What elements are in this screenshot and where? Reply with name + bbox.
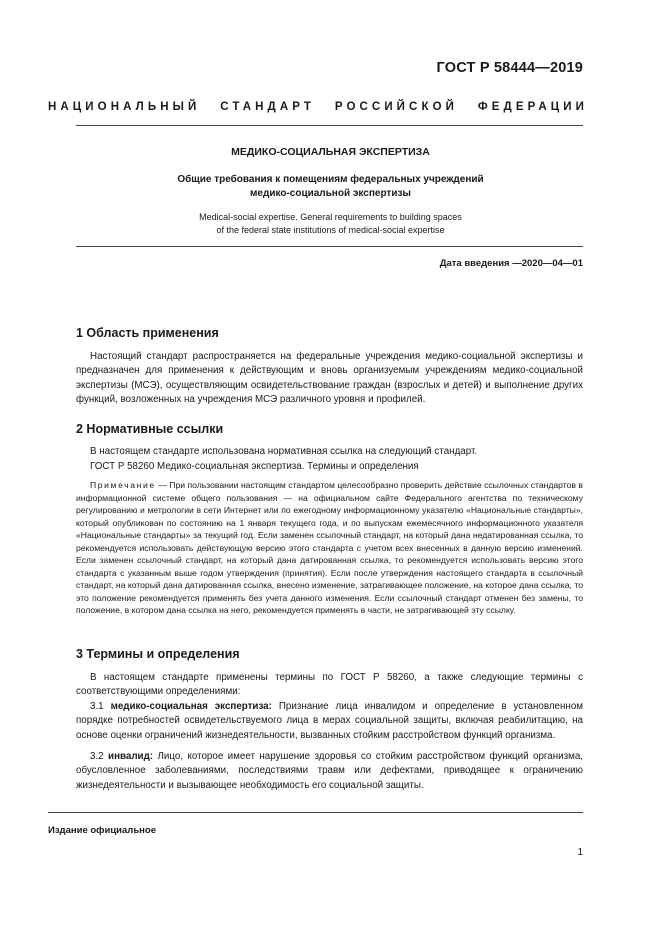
note-label: Примечание (90, 480, 156, 490)
section-1-heading: 1 Область применения (76, 326, 219, 340)
term-3-1 (76, 700, 583, 743)
page-number: 1 (577, 847, 583, 858)
footer-divider (48, 812, 583, 813)
english-title (0, 211, 661, 237)
term-3-1-definition: Признание лица инвалидом и определение в установленном порядке потребностей освидетельствуемого лица в мерах социальной защиты, включая реабилитацию, на основе оценки ограничений жизнедеятельности, вызванных стойким расстройством функций организма. (76, 701, 584, 741)
national-standard-banner: НАЦИОНАЛЬНЫЙ СТАНДАРТ РОССИЙСКОЙ ФЕДЕРАЦИИ (48, 101, 588, 113)
term-3-2 (76, 750, 583, 793)
english-title-line-1: Medical-social expertise. General requirements to building spaces (199, 212, 462, 222)
section-2-reference: ГОСТ Р 58260 Медико-социальная экспертиза. Термины и определения (90, 461, 419, 472)
section-2-heading: 2 Нормативные ссылки (76, 422, 224, 436)
term-3-2-definition: Лицо, которое имеет нарушение здоровья со стойким расстройством функций организма, обусловленное заболеваниями, последствиями травм или дефектами, приводящее к ограничению жизнедеятельности и вызывающее необходимость его социальной защиты. (76, 751, 584, 791)
subtitle-line-1: Общие требования к помещениям федеральных учреждений (177, 174, 484, 185)
subtitle-line-2: медико-социальной экспертизы (250, 187, 411, 199)
note-text: — При пользовании настоящим стандартом целесообразно проверить действие ссылочных стандартов в информационной системе общего пользования — на официальном сайте Федерального агентства по техническому регулированию и метрологии в сети Интернет или по ежегодному информационному указателю «Национальные стандарты», который опубликован по состоянию на 1 января текущего года, и по выпускам ежемесячного информационного указателя «Национальные стандарты» за текущий год. Если заменен ссылочный стандарт, на который дана недатированная ссылка, то рекомендуется использовать действующую версию этого стандарта с учетом всех внесенных в данную версию изменений. Если заменен ссылочный стандарт, на который дана датированная ссылка, то рекомендуется использовать версию этого стандарта с указанным выше годом утверждения (принятия). Если после утверждения настоящего стандарта в ссылочный стандарт, на который дана датированная ссылка, внесено изменение, затрагивающее положение, на которое дана ссылка, то это положение рекомендуется применять без учета данного изменения. Если ссылочный стандарт отменен без замены, то положение, в котором дана ссылка на него, рекомендуется применять в части, не затрагивающей эту ссылку. (76, 480, 583, 615)
document-number: ГОСТ Р 58444—2019 (436, 60, 583, 76)
term-3-1-number: 3.1 (90, 701, 111, 712)
section-2-note (76, 479, 583, 617)
introduction-date: Дата введения —2020—04—01 (439, 258, 583, 269)
section-3-intro: В настоящем стандарте применены термины по ГОСТ Р 58260, а также следующие термины с соответствующими определениями: (76, 672, 583, 698)
official-edition-label: Издание официальное (48, 825, 156, 836)
term-3-2-term: инвалид: (108, 751, 154, 762)
header-divider (76, 125, 583, 126)
section-2-line-1: В настоящем стандарте использована нормативная ссылка на следующий стандарт. (90, 446, 478, 457)
english-title-line-2: of the federal state institutions of medical-social expertise (216, 225, 445, 235)
term-3-1-term: медико-социальная экспертиза: (110, 701, 272, 712)
date-divider (76, 246, 583, 247)
term-3-2-number: 3.2 (90, 751, 109, 762)
standard-subtitle (0, 173, 661, 200)
section-1-text: Настоящий стандарт распространяется на федеральные учреждения медико-социальной экспертизы и предназначен для применения к действующим и вновь организуемым учреждениям медико-социальной экспертизы (МСЭ), осуществляющим освидетельствование граждан (взрослых и детей) и выполнение других функций, возложенных на учреждения МСЭ различного уровня и профилей. (76, 351, 583, 406)
section-3-heading: 3 Термины и определения (76, 647, 240, 661)
standard-title: МЕДИКО-СОЦИАЛЬНАЯ ЭКСПЕРТИЗА (231, 146, 430, 158)
